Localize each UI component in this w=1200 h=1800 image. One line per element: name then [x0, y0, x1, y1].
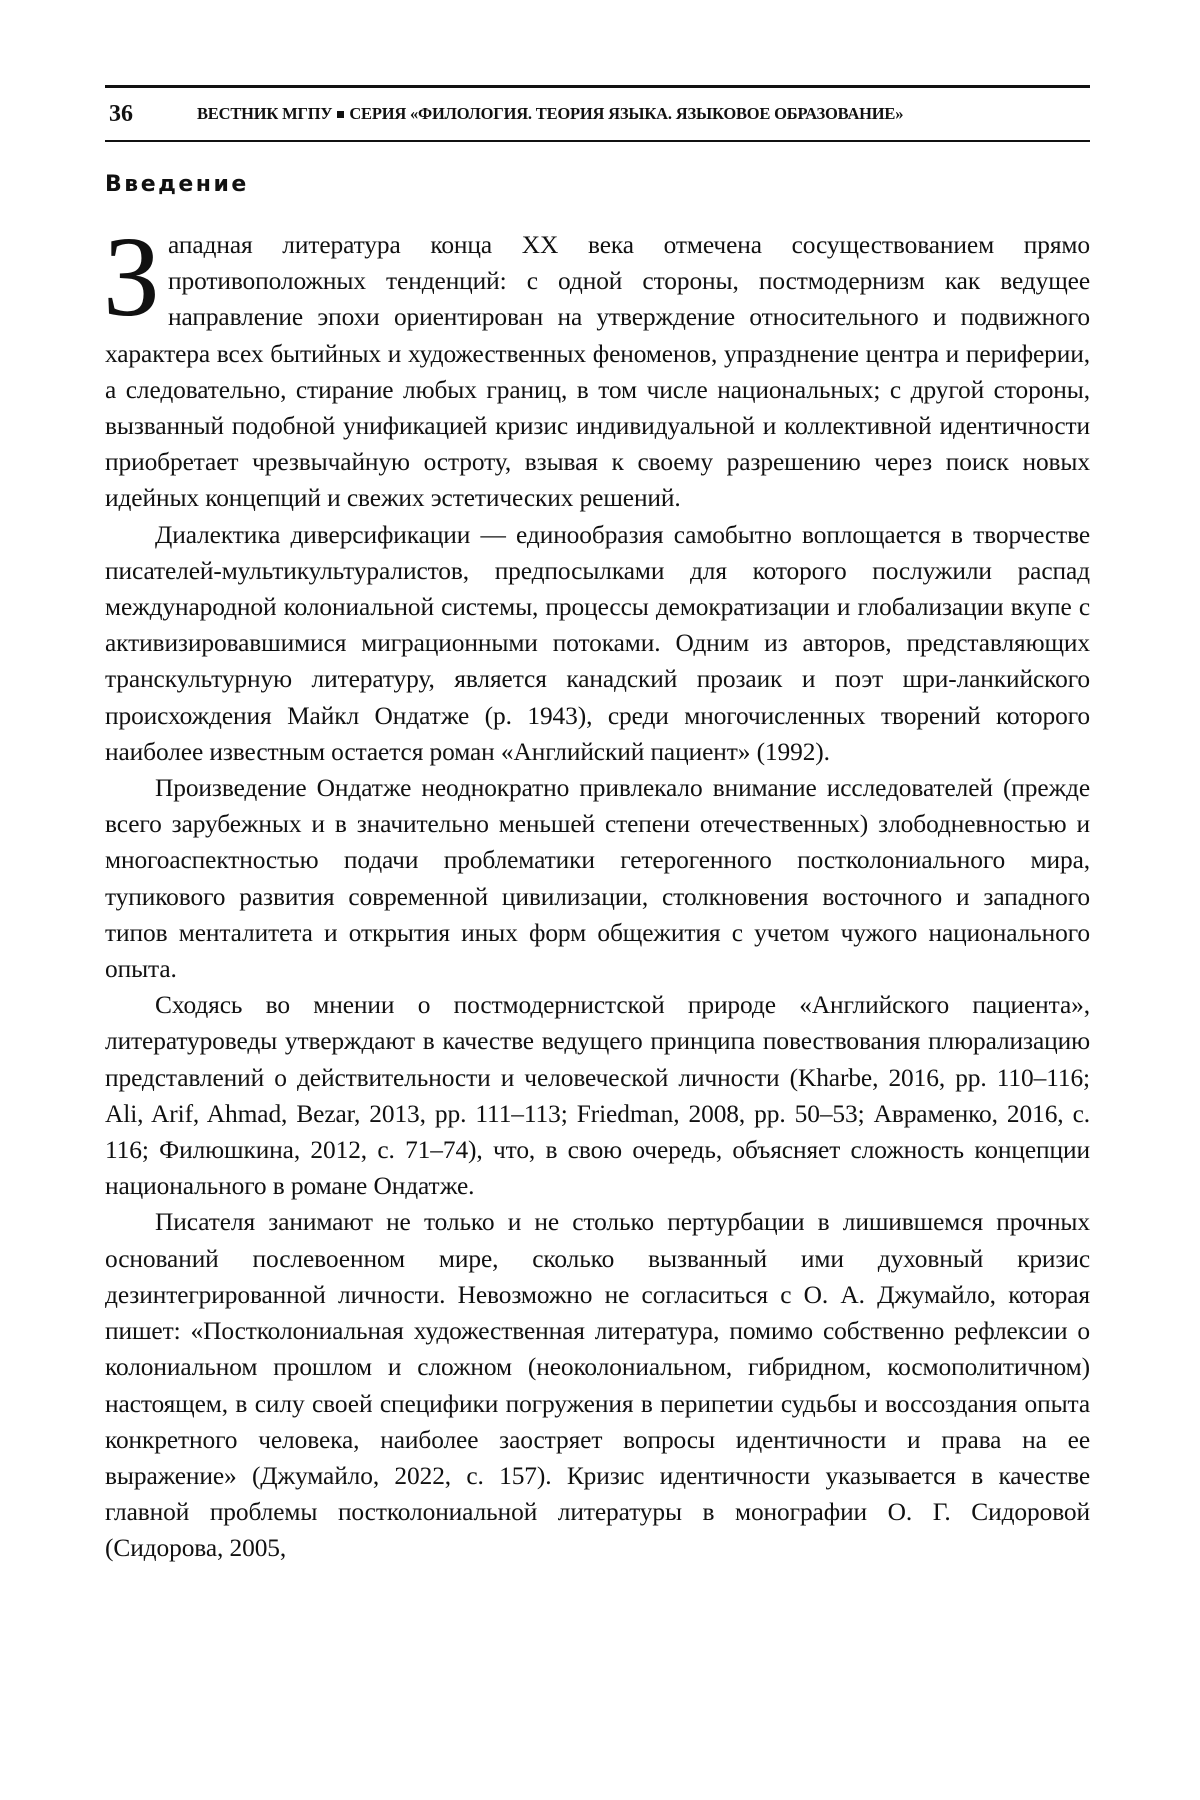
journal-name: ВЕСТНИК МГПУ — [197, 104, 332, 124]
paragraph-5: Писателя занимают не только и не столько пертурбации в лишившемся прочных оснований послевоенном мире, сколько вызванный ими духовный кризис дезинтегрированной личности. Невозможно не согласиться с О. А. Джумайло, которая пишет: «Постколониальная художественная литература, помимо собственно рефлексии о колониальном прошлом и сложном (неоколониальном, гибридном, космополитичном) настоящем, в силу своей специфики погружения в перипетии судьбы и воссоздания опыта конкретного человека, наиболее заостряет вопросы идентичности и права на ее выражение» (Джумайло, 2022, с. 157). Кризис идентичности указывается в качестве главной проблемы постколониальной литературы в монографии О. Г. Сидоровой (Сидорова, 2005, — [105, 1204, 1090, 1566]
journal-page — [105, 85, 1090, 1567]
section-heading: Введение — [105, 172, 1090, 197]
running-header — [105, 85, 1090, 142]
square-separator-icon — [337, 111, 344, 118]
drop-cap: З — [103, 233, 160, 329]
page-number: 36 — [105, 101, 197, 128]
journal-series: СЕРИЯ «ФИЛОЛОГИЯ. ТЕОРИЯ ЯЗЫКА. ЯЗЫКОВОЕ ОБРАЗОВАНИЕ» — [349, 104, 903, 124]
paragraph-4: Сходясь во мнении о постмодернистской природе «Английского пациента», литературоведы утверждают в качестве ведущего принципа повествования плюрализацию представлений о действительности и человеческой личности (Kharbe, 2016, pp. 110–116; Ali, Arif, Ahmad, Bezar, 2013, pp. 111–113; Friedman, 2008, pp. 50–53; Авраменко, 2016, с. 116; Филюшкина, 2012, с. 71–74), что, в свою очередь, объясняет сложность концепции национального в романе Ондатже. — [105, 987, 1090, 1204]
article-body — [105, 227, 1090, 1567]
paragraph-1-text: ападная литература конца XX века отмечена сосуществованием прямо противоположных тенденций: с одной стороны, постмодернизм как ведущее направление эпохи ориентирован на утверждение относительного и подвижного характера всех бытийных и художественных феноменов, упразднение центра и периферии, а следовательно, стирание любых границ, в том числе национальных; с другой стороны, вызванный подобной унификацией кризис индивидуальной и коллективной идентичности приобретает чрезвычайную остроту, взывая к своему разрешению через поиск новых идейных концепций и свежих эстетических решений. — [105, 231, 1090, 512]
paragraph-1 — [105, 227, 1090, 517]
journal-title — [197, 104, 903, 124]
paragraph-2: Диалектика диверсификации — единообразия самобытно воплощается в творчестве писателей-мультикультуралистов, предпосылками для которого послужили распад международной колониальной системы, процессы демократизации и глобализации вкупе с активизировавшимися миграционными потоками. Одним из авторов, представляющих транскультурную литературу, является канадский прозаик и поэт шри-ланкийского происхождения Майкл Ондатже (р. 1943), среди многочисленных творений которого наиболее известным остается роман «Английский пациент» (1992). — [105, 517, 1090, 770]
paragraph-3: Произведение Ондатже неоднократно привлекало внимание исследователей (прежде всего зарубежных и в значительно меньшей степени отечественных) злободневностью и многоаспектностью подачи проблематики гетерогенного постколониального мира, тупикового развития современной цивилизации, столкновения восточного и западного типов менталитета и открытия иных форм общежития с учетом чужого национального опыта. — [105, 770, 1090, 987]
